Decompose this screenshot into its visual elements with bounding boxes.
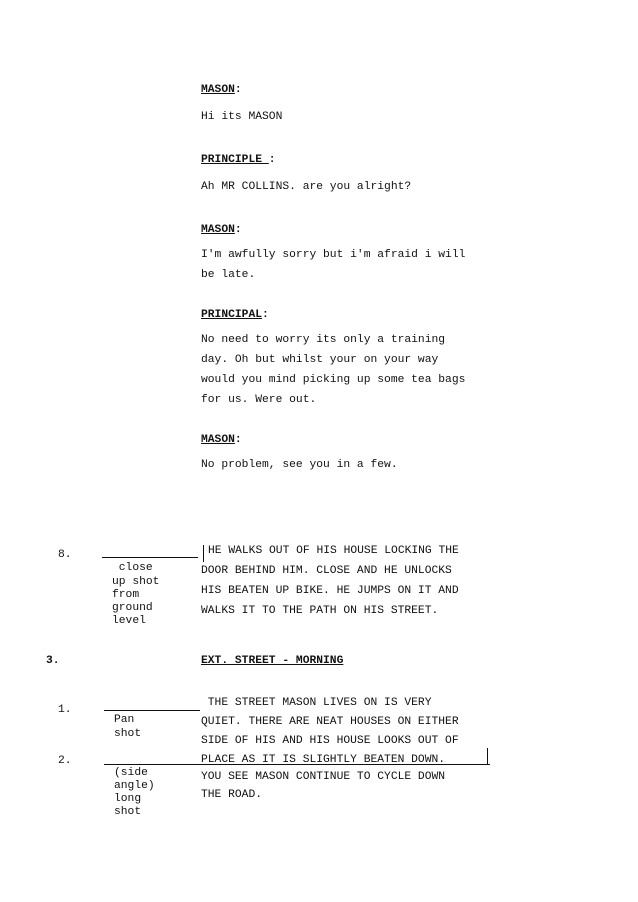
action-line: HIS BEATEN UP BIKE. HE JUMPS ON IT AND xyxy=(201,585,459,597)
shot-bracket-mark xyxy=(487,748,488,764)
shot-label: (side xyxy=(114,767,148,779)
character-name-principle: PRINCIPLE : xyxy=(201,154,276,166)
shot-label: from xyxy=(112,589,140,601)
action-line: HE WALKS OUT OF HIS HOUSE LOCKING THE xyxy=(208,545,459,557)
dialogue-line: Ah MR COLLINS. are you alright? xyxy=(201,181,412,193)
shot-bracket-mark xyxy=(203,545,204,562)
dialogue-line: Hi its MASON xyxy=(201,111,283,123)
shot-label: shot xyxy=(114,806,142,818)
action-line: PLACE AS IT IS SLIGHTLY BEATEN DOWN. xyxy=(201,754,446,766)
action-line: SIDE OF HIS AND HIS HOUSE LOOKS OUT OF xyxy=(201,735,459,747)
shot-divider-line xyxy=(104,710,200,711)
action-line: DOOR BEHIND HIM. CLOSE AND HE UNLOCKS xyxy=(201,565,452,577)
dialogue-line: No problem, see you in a few. xyxy=(201,459,398,471)
shot-divider-line xyxy=(102,557,198,558)
shot-label: ground xyxy=(112,602,153,614)
scene-number: 3. xyxy=(46,655,60,667)
shot-label: close xyxy=(112,562,153,574)
character-name-mason: MASON: xyxy=(201,434,242,446)
dialogue-line: would you mind picking up some tea bags xyxy=(201,374,466,386)
shot-label: shot xyxy=(114,728,142,740)
dialogue-line: day. Oh but whilst your on your way xyxy=(201,354,439,366)
shot-label: Pan xyxy=(114,714,135,726)
scene-heading: EXT. STREET - MORNING xyxy=(201,655,344,667)
dialogue-line: No need to worry its only a training xyxy=(201,334,446,346)
shot-number: 2. xyxy=(58,755,72,767)
shot-number: 1. xyxy=(58,704,72,716)
action-line: WALKS IT TO THE PATH ON HIS STREET. xyxy=(201,605,439,617)
dialogue-line: for us. Were out. xyxy=(201,394,317,406)
shot-label: level xyxy=(112,615,146,627)
dialogue-line: I'm awfully sorry but i'm afraid i will xyxy=(201,249,466,261)
action-line: YOU SEE MASON CONTINUE TO CYCLE DOWN xyxy=(201,771,446,783)
dialogue-line: be late. xyxy=(201,269,256,281)
character-name-principal: PRINCIPAL: xyxy=(201,309,269,321)
action-line: THE ROAD. xyxy=(201,789,263,801)
action-line: QUIET. THERE ARE NEAT HOUSES ON EITHER xyxy=(201,716,459,728)
action-line: THE STREET MASON LIVES ON IS VERY xyxy=(201,697,432,709)
character-name-mason: MASON: xyxy=(201,224,242,236)
character-name-mason: MASON: xyxy=(201,84,242,96)
shot-number: 8. xyxy=(58,549,72,561)
shot-label: up shot xyxy=(112,576,160,588)
shot-label: angle) xyxy=(114,780,155,792)
shot-label: long xyxy=(114,793,142,805)
